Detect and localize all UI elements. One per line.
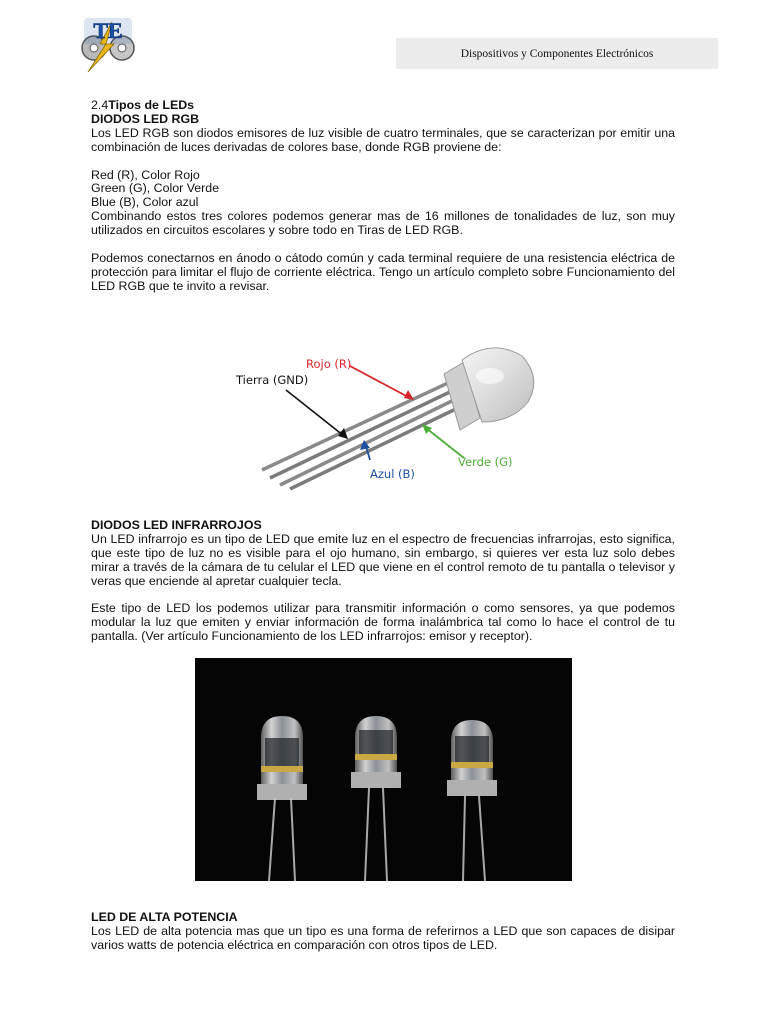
arrow-green <box>426 428 464 458</box>
rgb-led-diagram <box>232 318 538 490</box>
svg-text:TE: TE <box>93 18 123 43</box>
section-title-text: Tipos de LEDs <box>108 98 195 112</box>
color-item-blue: Blue (B), Color azul <box>91 195 199 210</box>
arrow-gnd <box>286 390 344 436</box>
heading-rgb: DIODOS LED RGB <box>91 111 200 126</box>
label-blue: Azul (B) <box>370 467 415 481</box>
section-high-power <box>91 911 675 953</box>
hp-para1: Los LED de alta potencia mas que un tipo es una forma de referirnos a LED que son capaces de disipar varios watts de potencia eléctrica en comparación con otros tipos de LED. <box>91 923 675 952</box>
label-red: Rojo (R) <box>306 357 352 371</box>
section-number: 2.4 <box>91 98 109 112</box>
label-green: Verde (G) <box>458 455 513 469</box>
section-rgb <box>91 99 675 294</box>
header-title: Dispositivos y Componentes Electrónicos <box>460 47 654 60</box>
heading-ir: DIODOS LED INFRARROJOS <box>91 518 262 532</box>
ir-para2: Este tipo de LED los podemos utilizar para transmitir información o como sensores, ya que podemos modular la luz que emiten y enviar información de forma inalámbrica tal como lo hace el control de tu pantalla. (Ver artículo Funcionamiento de los LED infrarrojos: emisor y receptor). <box>91 601 675 644</box>
logo <box>76 14 140 74</box>
ir-led-3 <box>447 720 497 881</box>
logo-graphic <box>76 14 140 74</box>
color-item-green: Green (G), Color Verde <box>91 181 220 196</box>
ir-para1: Un LED infrarrojo es un tipo de LED que emite luz en el espectro de frecuencias infrarrojas, esto significa, que este tipo de luz no es visible para el ojo humano, sin embargo, si quieres ver esta luz solo debes mirar a través de la cámara de tu celular el LED que viene en el control remoto de tu pantalla o televisor y veras que enciende al apretar cualquier tecla. <box>91 531 675 588</box>
ir-led-1 <box>257 716 307 881</box>
rgb-para2: Combinando estos tres colores podemos generar mas de 16 millones de tonalidades de luz, son muy utilizados en circuitos escolares y sobre todo en Tiras de LED RGB. <box>91 209 675 238</box>
color-item-red: Red (R), Color Rojo <box>91 167 200 182</box>
heading-high-power: LED DE ALTA POTENCIA <box>91 910 238 924</box>
ir-led-2 <box>351 716 401 881</box>
arrow-red <box>350 366 410 398</box>
label-gnd: Tierra (GND) <box>236 373 309 387</box>
section-title <box>91 99 675 113</box>
header-title-bar <box>396 38 718 69</box>
section-ir <box>91 519 675 644</box>
ir-leds-photo <box>195 658 572 881</box>
rgb-intro: Los LED RGB son diodos emisores de luz visible de cuatro terminales, que se caracterizan por emitir una combinación de luces derivadas de colores base, donde RGB proviene de: <box>91 125 675 154</box>
rgb-para3: Podemos conectarnos en ánodo o cátodo común y cada terminal requiere de una resistencia eléctrica de protección para limitar el flujo de corriente eléctrica. Tengo un artículo completo sobre Funcionamiento del LED RGB que te invito a revisar. <box>91 250 675 293</box>
